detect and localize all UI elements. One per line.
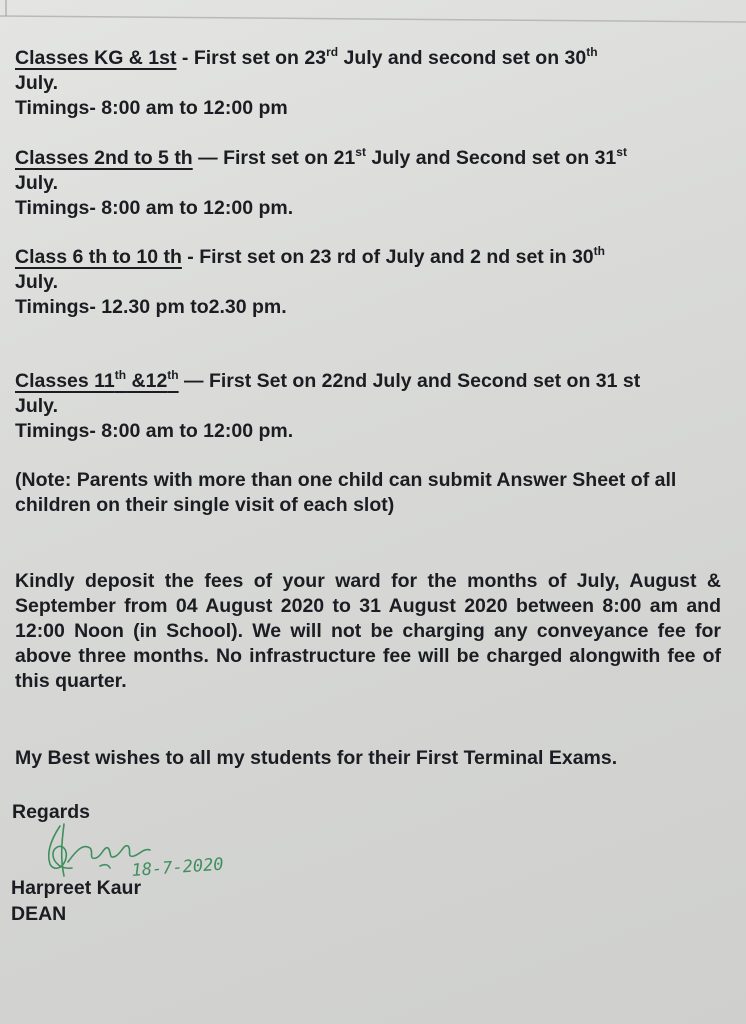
schedule-text: July and Second set on 31 — [365, 147, 617, 169]
separator: - — [176, 47, 194, 69]
section-2nd-5th-line — [15, 146, 723, 171]
schedule-text: First Set on 22nd July and Second set on 31 st — [208, 370, 641, 392]
schedule-text: July. — [15, 172, 58, 194]
section-6th-10th-heading: Class 6 th to 10 th — [15, 246, 182, 268]
section-6th-10th-line — [15, 245, 723, 270]
signature-date: 18-7-2020 — [130, 854, 225, 881]
section-11th-12th-timings: Timings- 8:00 am to 12:00 pm. — [15, 420, 294, 442]
ordinal-suffix: th — [586, 45, 598, 59]
separator: — — [178, 370, 209, 392]
handwritten-signature — [38, 818, 228, 888]
schedule-text: July. — [15, 395, 58, 417]
schedule-text: First set on 21 — [223, 147, 356, 169]
section-kg-1st-line — [15, 46, 723, 71]
signatory-designation: DEAN — [11, 903, 67, 925]
separator: — — [192, 147, 224, 169]
section-6th-10th — [15, 245, 723, 320]
parents-note: (Note: Parents with more than one child can submit Answer Sheet of all children on their single visit of each slot) — [15, 469, 677, 516]
schedule-text: July and second set on 30 — [338, 47, 587, 69]
section-11th-12th-line — [15, 369, 723, 394]
section-2nd-5th — [15, 146, 723, 221]
fees-paragraph: Kindly deposit the fees of your ward for the months of July, August & September from 04 August 2020 to 31 August 2020 between 8:00 am and 12:00 Noon (in School). We will not be charging any conveyance fee for above three months. No infrastructure fee will be charged alongwith fee of this quarter. — [15, 570, 721, 692]
section-6th-10th-timings: Timings- 12.30 pm to2.30 pm. — [15, 296, 287, 318]
signatory-name: Harpreet Kaur — [11, 877, 142, 899]
ordinal-suffix: th — [167, 368, 179, 382]
ordinal-suffix: th — [114, 368, 127, 382]
ordinal-suffix: st — [616, 145, 627, 159]
ordinal-suffix: th — [593, 244, 605, 258]
section-2nd-5th-timings: Timings- 8:00 am to 12:00 pm. — [15, 197, 294, 219]
section-kg-1st-heading: Classes KG & 1st — [15, 47, 177, 69]
schedule-text: First set on 23 rd of July and 2 nd set in 30 — [199, 246, 594, 268]
schedule-text: July. — [15, 72, 58, 94]
section-kg-1st — [15, 46, 723, 121]
ordinal-suffix: st — [355, 145, 366, 159]
heading-part: &12 — [126, 370, 168, 392]
section-11th-12th — [15, 369, 723, 444]
section-kg-1st-timings: Timings- 8:00 am to 12:00 pm — [15, 97, 288, 119]
separator: - — [181, 246, 200, 268]
schedule-text: First set on 23 — [193, 47, 327, 69]
section-11th-12th-heading — [15, 370, 179, 392]
ordinal-suffix: rd — [326, 45, 339, 59]
section-2nd-5th-heading: Classes 2nd to 5 th — [15, 147, 193, 169]
best-wishes-line: My Best wishes to all my students for their First Terminal Exams. — [15, 747, 618, 769]
heading-part: Classes 11 — [15, 370, 115, 392]
regards-line: Regards — [12, 801, 91, 823]
schedule-text: July. — [15, 271, 58, 293]
